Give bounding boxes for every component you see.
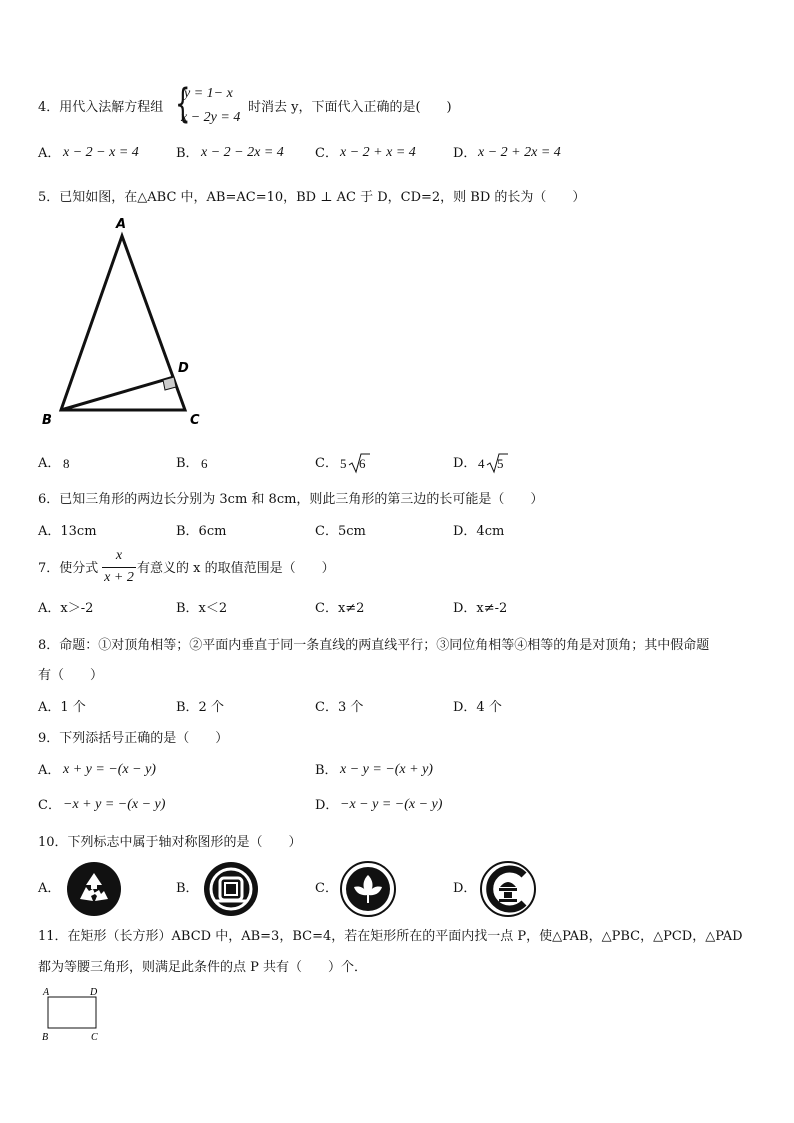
vertex-c: C xyxy=(190,413,200,428)
q9-option-d-label: D． xyxy=(315,798,339,813)
q6-option-a: A．13cm xyxy=(38,524,97,539)
q4-option-a-label: A． xyxy=(38,146,61,161)
q9-option-b-label: B． xyxy=(315,763,338,778)
q9-stem: 9．下列添括号正确的是（ ） xyxy=(38,731,229,746)
q5-option-b-label: B． xyxy=(176,456,199,471)
q10-stem: 10．下列标志中属于轴对称图形的是（ ） xyxy=(38,835,302,850)
q11-line2: 都为等腰三角形，则满足此条件的点 P 共有（ ）个． xyxy=(38,960,368,975)
q11-line1: 11．在矩形（长方形）ABCD 中，AB=3，BC=4，若在矩形所在的平面内找一点 P，使△PAB，△PBC，△PCD，△PAD xyxy=(38,929,743,944)
q6-stem: 6．已知三角形的两边长分别为 3cm 和 8cm，则此三角形的第三边的长可能是（ ） xyxy=(38,492,544,507)
q10-option-a: A． xyxy=(38,881,61,896)
q7-denominator: x + 2 xyxy=(104,570,134,585)
q7-option-c: C．x≠2 xyxy=(315,601,365,616)
q4-eq1: y = 1− x xyxy=(184,86,233,101)
q6-option-b: B．6cm xyxy=(176,524,227,539)
rect-vertex-d: D xyxy=(90,987,98,998)
q8-option-a: A．1 个 xyxy=(38,700,86,715)
q9-option-a-label: A． xyxy=(38,763,61,778)
q8-option-b: B．2 个 xyxy=(176,700,224,715)
q4-option-d-expr: x − 2 + 2x = 4 xyxy=(478,145,561,160)
q5-option-b-value: 6 xyxy=(201,456,208,471)
q7-option-a: A．x＞-2 xyxy=(38,601,94,616)
q8-option-c: C．3 个 xyxy=(315,700,364,715)
q5-stem: 5．已知如图，在△ABC 中，AB=AC=10，BD ⊥ AC 于 D，CD=2，则 BD 的长为（ ） xyxy=(38,190,586,205)
q8-line1: 8．命题：①对顶角相等；②平面内垂直于同一条直线的两直线平行；③同位角相等④相等的角是对顶角；其中假命题 xyxy=(38,638,710,653)
q5-option-c-rad: 6 xyxy=(359,456,366,471)
rect-vertex-a: A xyxy=(43,987,50,998)
q4-eq2: x − 2y = 4 xyxy=(181,110,241,125)
q5-option-d-label: D． xyxy=(453,456,477,471)
q6-option-d: D．4cm xyxy=(453,524,505,539)
q4-stem-after: 时消去 y，下面代入正确的是( ) xyxy=(248,100,452,115)
q4-option-b-label: B． xyxy=(176,146,199,161)
q4-option-c-expr: x − 2 + x = 4 xyxy=(340,145,416,160)
q5-option-c-coef: 5 xyxy=(340,456,347,471)
q10-option-d: D． xyxy=(453,881,477,896)
system-brace: { xyxy=(175,81,191,127)
q10-option-c: C． xyxy=(315,881,338,896)
q7-option-b: B．x＜2 xyxy=(176,601,228,616)
q8-line2: 有（ ） xyxy=(38,668,104,683)
q4-option-d-label: D． xyxy=(453,146,477,161)
rect-vertex-b: B xyxy=(42,1032,49,1043)
q5-option-c-label: C． xyxy=(315,456,338,471)
q5-option-d-coef: 4 xyxy=(478,456,485,471)
q7-stem-after: 有意义的 x 的取值范围是（ ） xyxy=(137,561,335,576)
q4-option-b-expr: x − 2 − 2x = 4 xyxy=(201,145,284,160)
vertex-a: A xyxy=(116,217,127,232)
q4-option-c-label: C． xyxy=(315,146,338,161)
q5-option-a-value: 8 xyxy=(63,456,70,471)
q9-option-c-expr: −x + y = −(x − y) xyxy=(63,797,166,812)
q6-option-c: C．5cm xyxy=(315,524,366,539)
q4-stem-before: 4．用代入法解方程组 xyxy=(38,100,164,115)
q9-option-d-expr: −x − y = −(x − y) xyxy=(340,797,443,812)
q8-option-d: D．4 个 xyxy=(453,700,502,715)
vertex-b: B xyxy=(42,413,52,428)
rectangle-abcd xyxy=(48,997,96,1028)
q7-stem-before: 7．使分式 xyxy=(38,561,99,576)
q9-option-b-expr: x − y = −(x + y) xyxy=(340,762,433,777)
q7-numerator: x xyxy=(115,548,123,563)
q5-option-d-rad: 5 xyxy=(497,456,504,471)
q7-option-d: D．x≠-2 xyxy=(453,601,508,616)
rect-vertex-c: C xyxy=(91,1032,98,1043)
q5-option-a-label: A． xyxy=(38,456,61,471)
q9-option-a-expr: x + y = −(x − y) xyxy=(63,762,156,777)
q9-option-c-label: C． xyxy=(38,798,61,813)
q10-option-b: B． xyxy=(176,881,199,896)
vertex-d: D xyxy=(178,361,189,376)
q4-option-a-expr: x − 2 − x = 4 xyxy=(63,145,139,160)
